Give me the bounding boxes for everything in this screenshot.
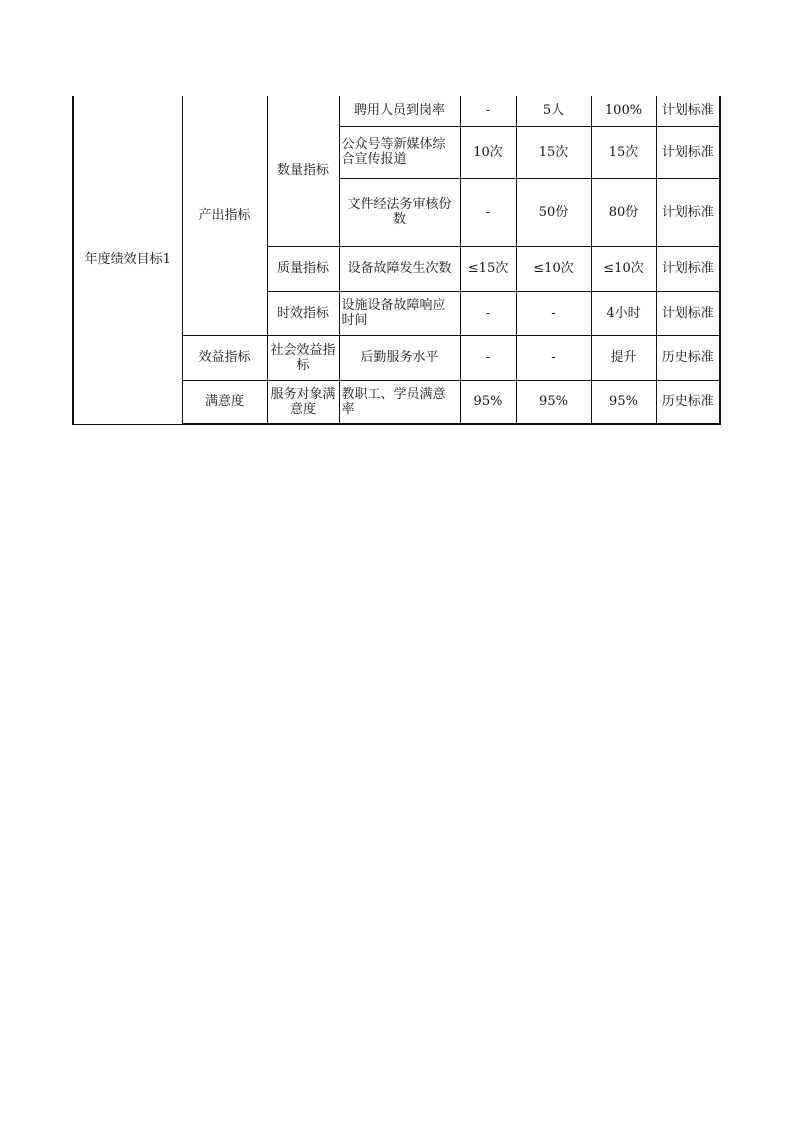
target-value: 15次 bbox=[591, 126, 656, 178]
prev-value: - bbox=[460, 335, 516, 380]
current-value: - bbox=[516, 335, 591, 380]
prev-value: ≤15次 bbox=[460, 246, 516, 291]
standard-value: 计划标准 bbox=[656, 178, 720, 246]
level1-benefit: 效益指标 bbox=[182, 335, 267, 380]
prev-value: 95% bbox=[460, 380, 516, 424]
current-value: ≤10次 bbox=[516, 246, 591, 291]
indicator-name: 设施设备故障响应时间 bbox=[339, 291, 460, 335]
level2-quantity: 数量指标 bbox=[267, 96, 339, 246]
standard-value: 计划标准 bbox=[656, 291, 720, 335]
current-value: 5人 bbox=[516, 96, 591, 126]
indicator-name: 设备故障发生次数 bbox=[339, 246, 460, 291]
target-value: ≤10次 bbox=[591, 246, 656, 291]
level2-quality: 质量指标 bbox=[267, 246, 339, 291]
target-value: 4小时 bbox=[591, 291, 656, 335]
indicator-name: 后勤服务水平 bbox=[339, 335, 460, 380]
standard-value: 历史标准 bbox=[656, 380, 720, 424]
indicator-name: 文件经法务审核份数 bbox=[339, 178, 460, 246]
indicator-name: 聘用人员到岗率 bbox=[339, 96, 460, 126]
level2-social: 社会效益指标 bbox=[267, 335, 339, 380]
current-value: - bbox=[516, 291, 591, 335]
target-value: 提升 bbox=[591, 335, 656, 380]
target-value: 95% bbox=[591, 380, 656, 424]
indicator-name: 公众号等新媒体综合宣传报道 bbox=[339, 126, 460, 178]
indicator-name: 教职工、学员满意率 bbox=[339, 380, 460, 424]
prev-value: - bbox=[460, 96, 516, 126]
target-value: 100% bbox=[591, 96, 656, 126]
target-value: 80份 bbox=[591, 178, 656, 246]
performance-table bbox=[72, 96, 721, 425]
standard-value: 计划标准 bbox=[656, 126, 720, 178]
goal-label: 年度绩效目标1 bbox=[73, 96, 182, 424]
standard-value: 计划标准 bbox=[656, 246, 720, 291]
standard-value: 计划标准 bbox=[656, 96, 720, 126]
level2-timeliness: 时效指标 bbox=[267, 291, 339, 335]
prev-value: - bbox=[460, 291, 516, 335]
standard-value: 历史标准 bbox=[656, 335, 720, 380]
prev-value: - bbox=[460, 178, 516, 246]
current-value: 95% bbox=[516, 380, 591, 424]
prev-value: 10次 bbox=[460, 126, 516, 178]
current-value: 50份 bbox=[516, 178, 591, 246]
level1-satisfaction: 满意度 bbox=[182, 380, 267, 424]
level1-output: 产出指标 bbox=[182, 96, 267, 335]
table-row bbox=[73, 96, 720, 126]
current-value: 15次 bbox=[516, 126, 591, 178]
level2-service-object: 服务对象满意度 bbox=[267, 380, 339, 424]
